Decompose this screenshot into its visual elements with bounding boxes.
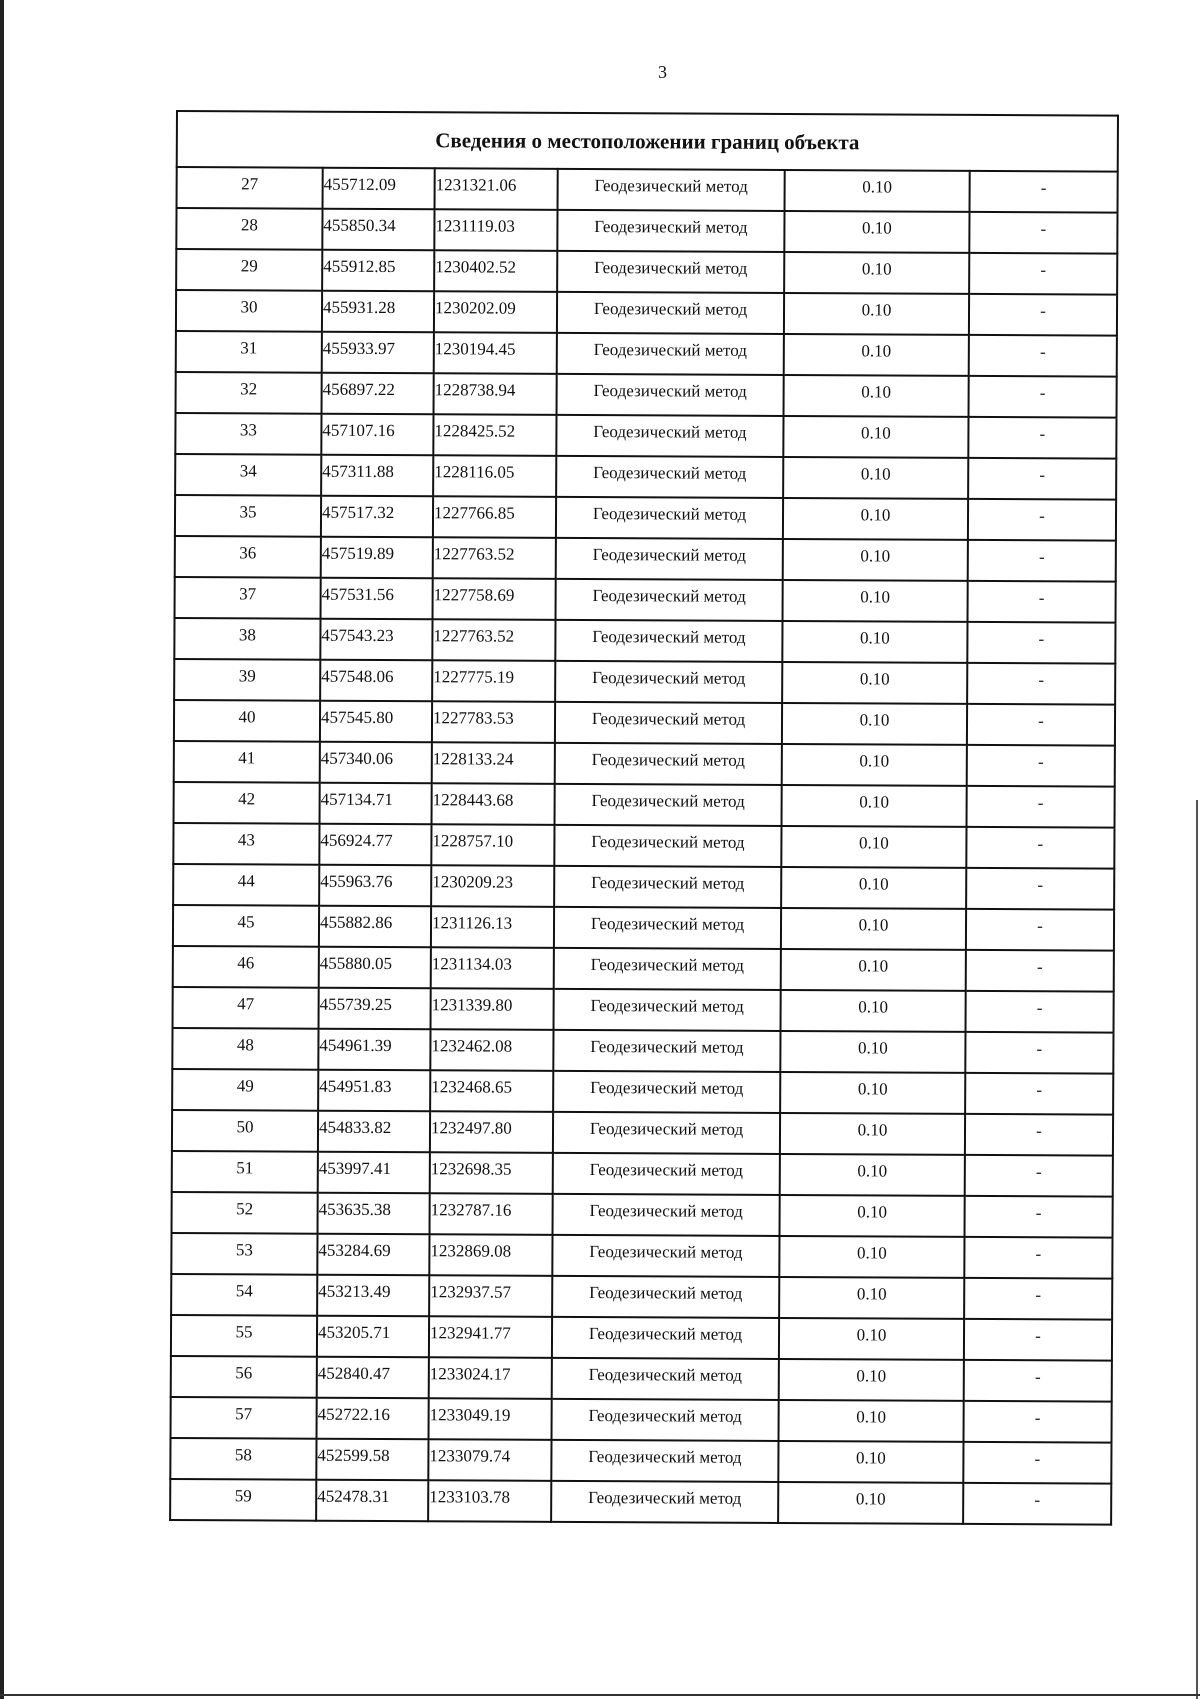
- x-coordinate-cell: 457545.80: [320, 701, 432, 743]
- point-number-cell: 45: [173, 905, 319, 947]
- point-number-cell: 49: [172, 1069, 318, 1111]
- y-coordinate-cell: 1232937.57: [429, 1275, 552, 1317]
- x-coordinate-cell: 457517.32: [321, 496, 433, 538]
- x-coordinate-cell: 452599.58: [316, 1439, 428, 1481]
- method-cell: Геодезический метод: [554, 948, 781, 990]
- point-number-cell: 48: [172, 1028, 318, 1070]
- method-cell: Геодезический метод: [553, 1153, 780, 1195]
- x-coordinate-cell: 454951.83: [318, 1070, 430, 1112]
- method-cell: Геодезический метод: [556, 415, 783, 457]
- table-row: [175, 495, 1116, 541]
- accuracy-cell: 0.10: [780, 1154, 965, 1196]
- accuracy-cell: 0.10: [784, 293, 969, 335]
- point-number-cell: 52: [172, 1192, 318, 1234]
- table-row: [172, 1028, 1113, 1074]
- x-coordinate-cell: 457548.06: [320, 660, 432, 702]
- x-coordinate-cell: 452840.47: [317, 1357, 429, 1399]
- y-coordinate-cell: 1227766.85: [433, 496, 556, 538]
- accuracy-cell: 0.10: [781, 990, 966, 1032]
- table-row: [173, 823, 1114, 869]
- note-cell: -: [966, 827, 1114, 869]
- table-title: Сведения о местоположении границ объекта: [177, 111, 1118, 172]
- point-number-cell: 35: [175, 495, 321, 537]
- note-cell: -: [963, 1442, 1111, 1484]
- y-coordinate-cell: 1233049.19: [429, 1398, 552, 1440]
- point-number-cell: 40: [174, 700, 320, 742]
- point-number-cell: 38: [174, 618, 320, 660]
- point-number-cell: 46: [173, 946, 319, 988]
- point-number-cell: 59: [170, 1479, 316, 1521]
- x-coordinate-cell: 455912.85: [322, 250, 434, 292]
- table-row: [174, 618, 1115, 664]
- method-cell: Геодезический метод: [558, 169, 785, 211]
- x-coordinate-cell: 455880.05: [319, 947, 431, 989]
- x-coordinate-cell: 453635.38: [318, 1193, 430, 1235]
- accuracy-cell: 0.10: [784, 211, 969, 253]
- note-cell: -: [968, 540, 1116, 582]
- point-number-cell: 29: [176, 249, 322, 291]
- table-row: [175, 577, 1116, 623]
- method-cell: Геодезический метод: [557, 251, 784, 293]
- note-cell: -: [966, 950, 1114, 992]
- accuracy-cell: 0.10: [779, 1359, 964, 1401]
- x-coordinate-cell: 453213.49: [317, 1275, 429, 1317]
- x-coordinate-cell: 455933.97: [322, 332, 434, 374]
- scan-left-edge: [0, 0, 4, 1699]
- note-cell: -: [967, 786, 1115, 828]
- y-coordinate-cell: 1231126.13: [431, 906, 554, 948]
- note-cell: -: [964, 1278, 1112, 1320]
- point-number-cell: 32: [176, 372, 322, 414]
- x-coordinate-cell: 455931.28: [322, 291, 434, 333]
- y-coordinate-cell: 1228133.24: [432, 742, 555, 784]
- accuracy-cell: 0.10: [784, 334, 969, 376]
- x-coordinate-cell: 454961.39: [318, 1029, 430, 1071]
- method-cell: Геодезический метод: [552, 1399, 779, 1441]
- x-coordinate-cell: 455882.86: [319, 906, 431, 948]
- table-row: [171, 1397, 1112, 1443]
- accuracy-cell: 0.10: [782, 621, 967, 663]
- method-cell: Геодезический метод: [552, 1235, 779, 1277]
- y-coordinate-cell: 1233103.78: [428, 1480, 551, 1522]
- x-coordinate-cell: 455712.09: [323, 168, 435, 210]
- accuracy-cell: 0.10: [782, 703, 967, 745]
- table-row: [176, 208, 1117, 254]
- accuracy-cell: 0.10: [778, 1482, 963, 1524]
- method-cell: Геодезический метод: [551, 1440, 778, 1482]
- x-coordinate-cell: 453284.69: [317, 1234, 429, 1276]
- method-cell: Геодезический метод: [556, 538, 783, 580]
- point-number-cell: 50: [172, 1110, 318, 1152]
- x-coordinate-cell: 457531.56: [321, 578, 433, 620]
- accuracy-cell: 0.10: [784, 252, 969, 294]
- coordinates-table-container: [169, 110, 1117, 1526]
- method-cell: Геодезический метод: [555, 702, 782, 744]
- table-row: [174, 782, 1115, 828]
- x-coordinate-cell: 457311.88: [321, 455, 433, 497]
- table-title-row: [177, 111, 1118, 172]
- accuracy-cell: 0.10: [783, 580, 968, 622]
- x-coordinate-cell: 457519.89: [321, 537, 433, 579]
- accuracy-cell: 0.10: [783, 539, 968, 581]
- page-number: 3: [658, 62, 667, 82]
- method-cell: Геодезический метод: [555, 620, 782, 662]
- point-number-cell: 43: [173, 823, 319, 865]
- accuracy-cell: 0.10: [783, 498, 968, 540]
- method-cell: Геодезический метод: [557, 333, 784, 375]
- x-coordinate-cell: 453997.41: [318, 1152, 430, 1194]
- point-number-cell: 34: [175, 454, 321, 496]
- point-number-cell: 58: [170, 1438, 316, 1480]
- accuracy-cell: 0.10: [783, 457, 968, 499]
- point-number-cell: 51: [172, 1151, 318, 1193]
- point-number-cell: 41: [174, 741, 320, 783]
- y-coordinate-cell: 1231119.03: [434, 209, 557, 251]
- y-coordinate-cell: 1233079.74: [428, 1439, 551, 1481]
- y-coordinate-cell: 1228425.52: [433, 414, 556, 456]
- x-coordinate-cell: 457340.06: [320, 742, 432, 784]
- method-cell: Геодезический метод: [557, 374, 784, 416]
- method-cell: Геодезический метод: [553, 1112, 780, 1154]
- table-row: [171, 1274, 1112, 1320]
- point-number-cell: 57: [171, 1397, 317, 1439]
- note-cell: -: [967, 622, 1115, 664]
- table-row: [171, 1315, 1112, 1361]
- table-row: [170, 1479, 1111, 1525]
- point-number-cell: 39: [174, 659, 320, 701]
- accuracy-cell: 0.10: [780, 1031, 965, 1073]
- note-cell: -: [964, 1360, 1112, 1402]
- table-row: [173, 864, 1114, 910]
- accuracy-cell: 0.10: [784, 375, 969, 417]
- method-cell: Геодезический метод: [555, 743, 782, 785]
- point-number-cell: 47: [173, 987, 319, 1029]
- note-cell: -: [969, 376, 1117, 418]
- note-cell: -: [966, 868, 1114, 910]
- point-number-cell: 31: [176, 331, 322, 373]
- note-cell: -: [965, 1114, 1113, 1156]
- point-number-cell: 42: [174, 782, 320, 824]
- x-coordinate-cell: 455963.76: [319, 865, 431, 907]
- x-coordinate-cell: 456924.77: [319, 824, 431, 866]
- point-number-cell: 33: [175, 413, 321, 455]
- y-coordinate-cell: 1230402.52: [434, 250, 557, 292]
- table-row: [176, 331, 1117, 377]
- note-cell: -: [967, 663, 1115, 705]
- table-row: [176, 249, 1117, 295]
- accuracy-cell: 0.10: [779, 1400, 964, 1442]
- point-number-cell: 37: [175, 577, 321, 619]
- note-cell: -: [969, 335, 1117, 377]
- point-number-cell: 54: [171, 1274, 317, 1316]
- y-coordinate-cell: 1232462.08: [430, 1029, 553, 1071]
- x-coordinate-cell: 452722.16: [317, 1398, 429, 1440]
- method-cell: Геодезический метод: [556, 456, 783, 498]
- x-coordinate-cell: 457107.16: [321, 414, 433, 456]
- note-cell: -: [967, 745, 1115, 787]
- method-cell: Геодезический метод: [553, 1194, 780, 1236]
- point-number-cell: 56: [171, 1356, 317, 1398]
- y-coordinate-cell: 1227758.69: [433, 578, 556, 620]
- scan-right-edge: [1196, 800, 1198, 1699]
- table-row: [170, 1438, 1111, 1484]
- y-coordinate-cell: 1232869.08: [429, 1234, 552, 1276]
- method-cell: Геодезический метод: [554, 989, 781, 1031]
- boundary-coordinates-table: [169, 110, 1119, 1526]
- point-number-cell: 30: [176, 290, 322, 332]
- method-cell: Геодезический метод: [552, 1276, 779, 1318]
- x-coordinate-cell: 456897.22: [322, 373, 434, 415]
- method-cell: Геодезический метод: [556, 497, 783, 539]
- y-coordinate-cell: 1227783.53: [432, 701, 555, 743]
- x-coordinate-cell: 454833.82: [318, 1111, 430, 1153]
- table-row: [173, 987, 1114, 1033]
- table-row: [172, 1069, 1113, 1115]
- accuracy-cell: 0.10: [782, 662, 967, 704]
- table-row: [176, 372, 1117, 418]
- accuracy-cell: 0.10: [782, 785, 967, 827]
- note-cell: -: [966, 991, 1114, 1033]
- point-number-cell: 36: [175, 536, 321, 578]
- accuracy-cell: 0.10: [781, 949, 966, 991]
- table-row: [173, 905, 1114, 951]
- note-cell: -: [969, 253, 1117, 295]
- method-cell: Геодезический метод: [554, 825, 781, 867]
- table-row: [175, 536, 1116, 582]
- y-coordinate-cell: 1232941.77: [429, 1316, 552, 1358]
- y-coordinate-cell: 1227763.52: [433, 537, 556, 579]
- table-row: [172, 1110, 1113, 1156]
- table-row: [175, 413, 1116, 459]
- accuracy-cell: 0.10: [779, 1318, 964, 1360]
- accuracy-cell: 0.10: [780, 1195, 965, 1237]
- accuracy-cell: 0.10: [780, 1113, 965, 1155]
- method-cell: Геодезический метод: [554, 907, 781, 949]
- point-number-cell: 27: [177, 167, 323, 209]
- y-coordinate-cell: 1232497.80: [430, 1111, 553, 1153]
- accuracy-cell: 0.10: [781, 908, 966, 950]
- note-cell: -: [964, 1237, 1112, 1279]
- table-row: [176, 290, 1117, 336]
- method-cell: Геодезический метод: [557, 210, 784, 252]
- x-coordinate-cell: 457543.23: [320, 619, 432, 661]
- table-row: [175, 454, 1116, 500]
- x-coordinate-cell: 453205.71: [317, 1316, 429, 1358]
- accuracy-cell: 0.10: [785, 170, 970, 212]
- table-row: [172, 1192, 1113, 1238]
- method-cell: Геодезический метод: [553, 1071, 780, 1113]
- method-cell: Геодезический метод: [555, 661, 782, 703]
- note-cell: -: [969, 294, 1117, 336]
- note-cell: -: [965, 1073, 1113, 1115]
- method-cell: Геодезический метод: [557, 292, 784, 334]
- accuracy-cell: 0.10: [779, 1277, 964, 1319]
- accuracy-cell: 0.10: [781, 867, 966, 909]
- accuracy-cell: 0.10: [778, 1441, 963, 1483]
- method-cell: Геодезический метод: [555, 784, 782, 826]
- x-coordinate-cell: 455850.34: [322, 209, 434, 251]
- note-cell: -: [965, 1032, 1113, 1074]
- y-coordinate-cell: 1228443.68: [432, 783, 555, 825]
- method-cell: Геодезический метод: [554, 866, 781, 908]
- note-cell: -: [963, 1483, 1111, 1525]
- y-coordinate-cell: 1230209.23: [431, 865, 554, 907]
- point-number-cell: 28: [176, 208, 322, 250]
- note-cell: -: [964, 1319, 1112, 1361]
- y-coordinate-cell: 1231134.03: [431, 947, 554, 989]
- method-cell: Геодезический метод: [556, 579, 783, 621]
- y-coordinate-cell: 1228757.10: [431, 824, 554, 866]
- table-row: [174, 741, 1115, 787]
- point-number-cell: 55: [171, 1315, 317, 1357]
- y-coordinate-cell: 1227775.19: [432, 660, 555, 702]
- y-coordinate-cell: 1232698.35: [430, 1152, 553, 1194]
- method-cell: Геодезический метод: [553, 1030, 780, 1072]
- y-coordinate-cell: 1230194.45: [434, 332, 557, 374]
- y-coordinate-cell: 1232787.16: [430, 1193, 553, 1235]
- table-row: [173, 946, 1114, 992]
- note-cell: -: [968, 499, 1116, 541]
- table-body: [170, 167, 1118, 1525]
- x-coordinate-cell: 452478.31: [316, 1480, 428, 1522]
- note-cell: -: [969, 212, 1117, 254]
- point-number-cell: 53: [171, 1233, 317, 1275]
- table-row: [174, 659, 1115, 705]
- table-row: [171, 1356, 1112, 1402]
- note-cell: -: [968, 417, 1116, 459]
- scan-bottom-edge: [0, 1694, 1200, 1696]
- y-coordinate-cell: 1228116.05: [433, 455, 556, 497]
- table-row: [172, 1151, 1113, 1197]
- method-cell: Геодезический метод: [551, 1481, 778, 1523]
- note-cell: -: [965, 1196, 1113, 1238]
- y-coordinate-cell: 1231321.06: [435, 168, 558, 210]
- note-cell: -: [968, 458, 1116, 500]
- accuracy-cell: 0.10: [780, 1072, 965, 1114]
- y-coordinate-cell: 1228738.94: [434, 373, 557, 415]
- accuracy-cell: 0.10: [782, 744, 967, 786]
- note-cell: -: [967, 704, 1115, 746]
- table-row: [171, 1233, 1112, 1279]
- y-coordinate-cell: 1233024.17: [429, 1357, 552, 1399]
- table-row: [174, 700, 1115, 746]
- x-coordinate-cell: 455739.25: [319, 988, 431, 1030]
- y-coordinate-cell: 1230202.09: [434, 291, 557, 333]
- accuracy-cell: 0.10: [779, 1236, 964, 1278]
- table-row: [177, 167, 1118, 213]
- accuracy-cell: 0.10: [781, 826, 966, 868]
- note-cell: -: [965, 1155, 1113, 1197]
- method-cell: Геодезический метод: [552, 1317, 779, 1359]
- accuracy-cell: 0.10: [783, 416, 968, 458]
- note-cell: -: [968, 581, 1116, 623]
- method-cell: Геодезический метод: [552, 1358, 779, 1400]
- y-coordinate-cell: 1227763.52: [432, 619, 555, 661]
- y-coordinate-cell: 1232468.65: [430, 1070, 553, 1112]
- note-cell: -: [964, 1401, 1112, 1443]
- point-number-cell: 44: [173, 864, 319, 906]
- note-cell: -: [970, 171, 1118, 213]
- y-coordinate-cell: 1231339.80: [431, 988, 554, 1030]
- note-cell: -: [966, 909, 1114, 951]
- x-coordinate-cell: 457134.71: [320, 783, 432, 825]
